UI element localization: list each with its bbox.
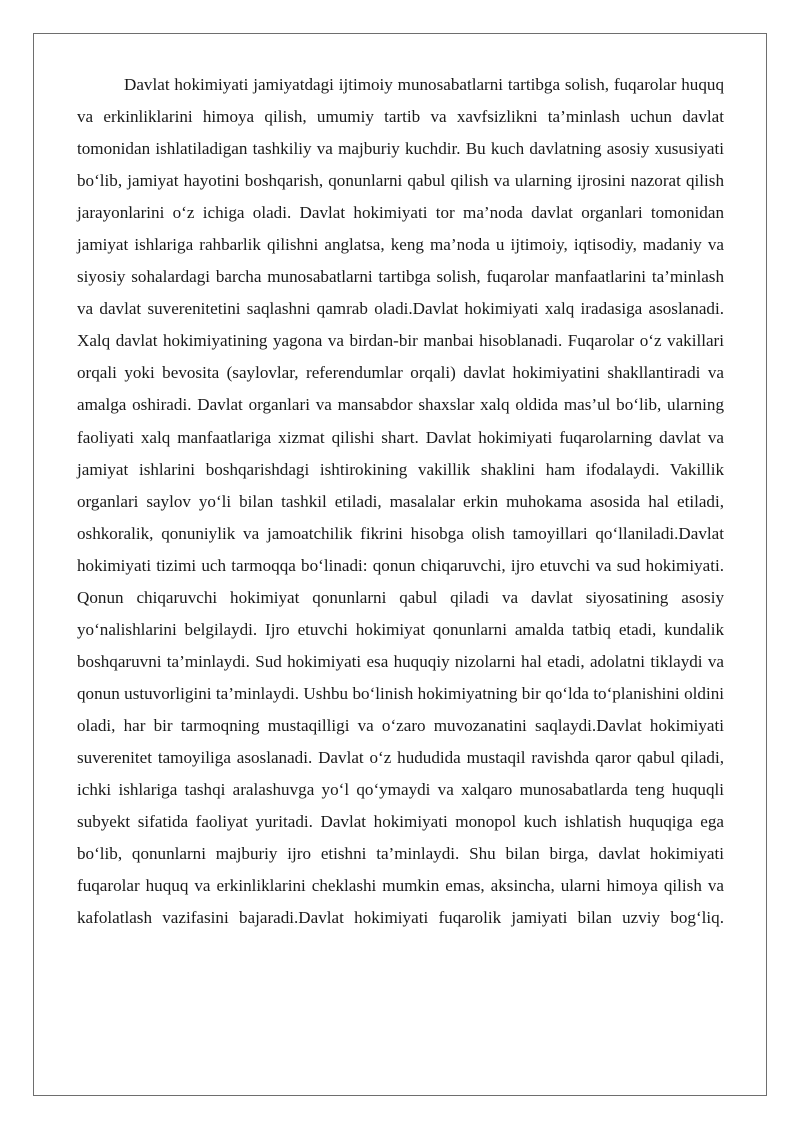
body-paragraph: Davlat hokimiyati jamiyatdagi ijtimoiy munosabatlarni tartibga solish, fuqarolar huquq va erkinliklarini himoya qilish, umumiy tartib va xavfsizlikni ta’minlash uchun davlat tomonidan ishlatiladigan tashkiliy va majburiy kuchdir. Bu kuch davlatning asosiy xususiyati bo‘lib, jamiyat hayotini boshqarish, qonunlarni qabul qilish va ularning ijrosini nazorat qilish jarayonlarini o‘z ichiga oladi. Davlat hokimiyati tor ma’noda davlat organlari tomonidan jamiyat ishlariga rahbarlik qilishni anglatsa, keng ma’noda u ijtimoiy, iqtisodiy, madaniy va siyosiy sohalardagi barcha munosabatlarni tartibga solish, fuqarolar manfaatlarini ta’minlash va davlat suverenitetini saqlashni qamrab oladi.Davlat hokimiyati xalq iradasiga asoslanadi. Xalq davlat hokimiyatining yagona va birdan-bir manbai hisoblanadi. Fuqarolar o‘z vakillari orqali yoki bevosita (saylovlar, referendumlar orqali) davlat hokimiyatini shakllantiradi va amalga oshiradi. Davlat organlari va mansabdor shaxslar xalq oldida mas’ul bo‘lib, ularning faoliyati xalq manfaatlariga xizmat qilishi shart. Davlat hokimiyati fuqarolarning davlat va jamiyat ishlarini boshqarishdagi ishtirokining vakillik shaklini ham ifodalaydi. Vakillik organlari saylov yo‘li bilan tashkil etiladi, masalalar erkin muhokama asosida hal etiladi, oshkoralik, qonuniylik va jamoatchilik fikrini hisobga olish tamoyillari qo‘llaniladi.Davlat hokimiyati tizimi uch tarmoqqa bo‘linadi: qonun chiqaruvchi, ijro etuvchi va sud hokimiyati. Qonun chiqaruvchi hokimiyat qonunlarni qabul qiladi va davlat siyosatining asosiy yo‘nalishlarini belgilaydi. Ijro etuvchi hokimiyat qonunlarni amalda tatbiq etadi, kundalik boshqaruvni ta’minlaydi. Sud hokimiyati esa huquqiy nizolarni hal etadi, adolatni tiklaydi va qonun ustuvorligini ta’minlaydi. Ushbu bo‘linish hokimiyatning bir qo‘lda to‘planishini oldini oladi, har bir tarmoqning mustaqilligi va o‘zaro muvozanatini saqlaydi.Davlat hokimiyati suverenitet tamoyiliga asoslanadi. Davlat o‘z hududida mustaqil ravishda qaror qabul qiladi, ichki ishlariga tashqi aralashuvga yo‘l qo‘ymaydi va xalqaro munosabatlarda teng huquqli subyekt sifatida faoliyat yuritadi. Davlat hokimiyati monopol kuch ishlatish huquqiga ega bo‘lib, qonunlarni majburiy ijro etishni ta’minlaydi. Shu bilan birga, davlat hokimiyati fuqarolar huquq va erkinliklarini cheklashi mumkin emas, aksincha, ularni himoya qilish va kafolatlash vazifasini bajaradi.Davlat hokimiyati fuqarolik jamiyati bilan uzviy bog‘liq. [77, 75, 724, 928]
